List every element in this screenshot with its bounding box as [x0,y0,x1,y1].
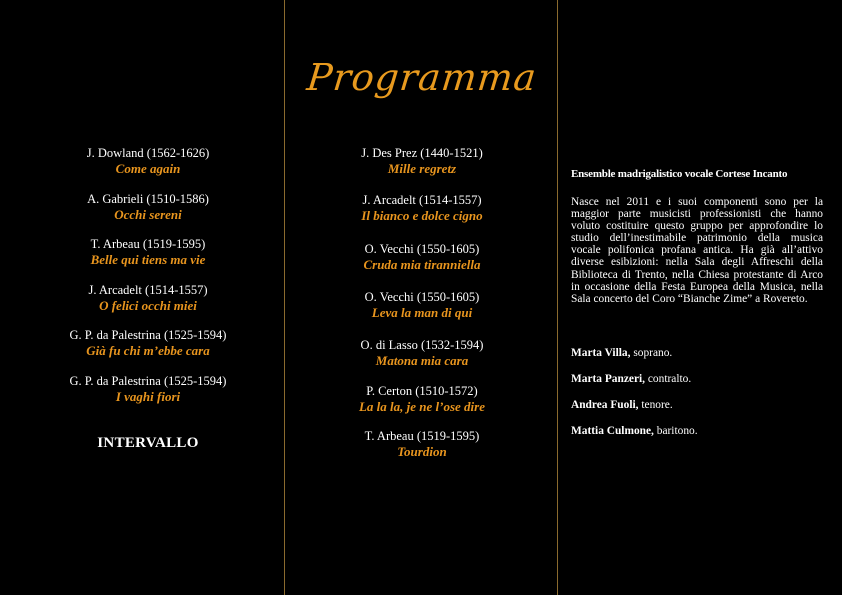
piece-title: Matona mia cara [375,353,469,368]
ensemble-bio: Nasce nel 2011 e i suoi componenti sono per la maggior parte musicisti professionisti che hanno voluto costituire questo gruppo per approfondire lo studio dell’inestimabile patrimonio della musica vocale polifonica profana antica. Ha già all’attivo diverse esibizioni: nella Sala degli Affreschi della Biblioteca di Trento, nella Chiesa protestante di Arco in occasione della Festa Europea della Musica, nella Sala concerto del Coro “Bianche Zime” a Rovereto. [571,196,823,305]
member-name: Andrea Fuoli, [571,399,639,411]
composer: J. Dowland (1562-1626) [86,146,210,160]
ensemble-name: Ensemble madrigalistico vocale Cortese Incanto [571,168,788,180]
member-name: Marta Panzeri, [571,373,646,385]
piece-title: I vaghi fiori [115,389,181,404]
member-role: baritono. [656,425,698,437]
composer: J. Arcadelt (1514-1557) [88,283,208,297]
composer: A. Gabrieli (1510-1586) [87,192,209,206]
member-name: Marta Villa, [571,347,631,359]
program-entry [287,429,557,460]
program-entry [10,237,286,268]
composer: T. Arbeau (1519-1595) [90,237,206,251]
program-entry [10,374,286,405]
piece-title: Tourdion [397,444,447,459]
composer: O. Vecchi (1550-1605) [364,290,480,304]
program-part1-column [10,0,286,595]
piece-title: Occhi sereni [114,207,182,222]
member-role: contralto. [647,373,692,385]
program-entry [10,192,286,223]
program-entry [287,290,557,321]
composer: O. Vecchi (1550-1605) [364,242,480,256]
program-part2-column [287,0,557,595]
member-line [571,373,823,385]
fold-divider-right [557,0,558,595]
member-role: soprano. [633,347,673,359]
program-entry [10,328,286,359]
program-entry [287,193,557,224]
composer: G. P. da Palestrina (1525-1594) [69,328,227,342]
composer: T. Arbeau (1519-1595) [364,429,480,443]
program-entry [287,384,557,415]
piece-title: La la la, je ne l’ose dire [358,399,485,414]
member-line [571,347,823,359]
member-line [571,399,823,411]
program-entry [10,283,286,314]
program-entry [287,242,557,273]
composer: O. di Lasso (1532-1594) [360,338,484,352]
composer: G. P. da Palestrina (1525-1594) [69,374,227,388]
ensemble-column [571,0,823,595]
piece-title: Il bianco e dolce cigno [361,208,483,223]
composer: P. Certon (1510-1572) [366,384,478,398]
piece-title: O felici occhi miei [99,298,197,313]
program-title: Programma [304,56,540,99]
member-name: Mattia Culmone, [571,425,654,437]
piece-title: Belle qui tiens ma vie [90,252,206,267]
piece-title: Mille regretz [387,161,457,176]
piece-title: Cruda mia tiranniella [363,257,481,272]
piece-title: Come again [115,161,181,176]
program-entry [10,146,286,177]
composer: J. Arcadelt (1514-1557) [362,193,482,207]
composer: J. Des Prez (1440-1521) [361,146,483,160]
program-entry [287,146,557,177]
intermission-label: INTERVALLO [97,435,199,451]
piece-title: Già fu chi m’ebbe cara [86,343,210,358]
member-line [571,425,823,437]
member-role: tenore. [641,399,673,411]
piece-title: Leva la man di qui [371,305,473,320]
program-entry [287,338,557,369]
